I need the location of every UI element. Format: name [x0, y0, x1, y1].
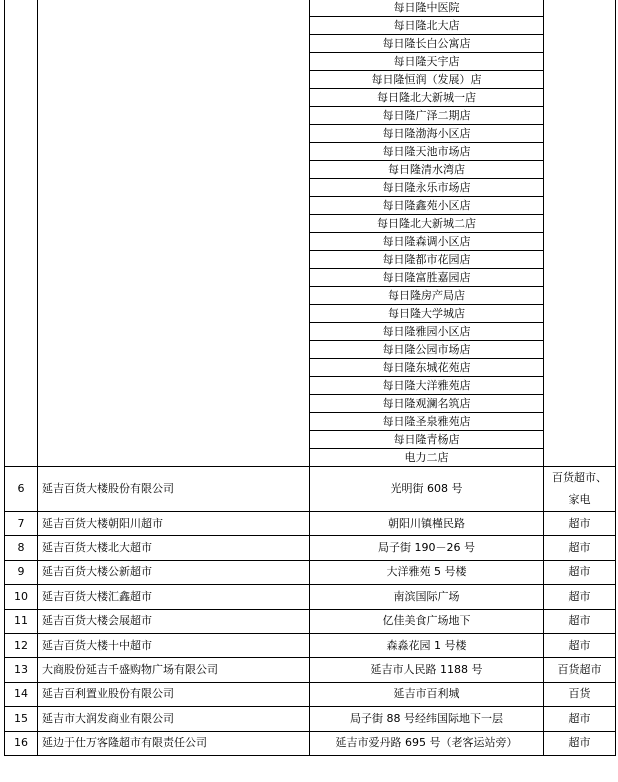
table-row [5, 658, 616, 682]
store-name: 每日隆长白公寓店 [310, 35, 544, 53]
store-name: 每日隆雅园小区店 [310, 323, 544, 341]
store-name: 电力二店 [310, 449, 544, 467]
store-name: 每日隆渤海小区店 [310, 125, 544, 143]
store-name: 每日隆东城花苑店 [310, 359, 544, 377]
table-row [5, 707, 616, 731]
table-row [5, 731, 616, 755]
business-type: 超市 [544, 633, 616, 657]
store-name: 每日隆圣泉雅苑店 [310, 413, 544, 431]
row-number: 6 [5, 467, 38, 512]
table-row [5, 633, 616, 657]
store-name: 每日隆天池市场店 [310, 143, 544, 161]
store-name: 每日隆大学城店 [310, 305, 544, 323]
company-name: 延吉百货大楼公新超市 [38, 560, 310, 584]
store-row [5, 0, 616, 17]
business-type: 百货 [544, 682, 616, 706]
address: 光明街 608 号 [310, 467, 544, 512]
address: 森淼花园 1 号楼 [310, 633, 544, 657]
business-type: 百货超市 [544, 658, 616, 682]
address: 朝阳川镇槿民路 [310, 512, 544, 536]
table-row [5, 536, 616, 560]
business-type: 超市 [544, 585, 616, 609]
address: 大洋雅苑 5 号楼 [310, 560, 544, 584]
business-type: 超市 [544, 731, 616, 755]
business-type: 超市 [544, 536, 616, 560]
store-name: 每日隆都市花园店 [310, 251, 544, 269]
row-number: 7 [5, 512, 38, 536]
business-type: 超市 [544, 512, 616, 536]
row-number: 13 [5, 658, 38, 682]
row-number: 9 [5, 560, 38, 584]
store-name: 每日隆永乐市场店 [310, 179, 544, 197]
row-number: 11 [5, 609, 38, 633]
address: 延吉市爱丹路 695 号（老客运站旁） [310, 731, 544, 755]
table-row [5, 512, 616, 536]
merchant-table-body [5, 0, 616, 755]
address: 局子街 88 号经纬国际地下一层 [310, 707, 544, 731]
table-row [5, 467, 616, 512]
table-row [5, 682, 616, 706]
company-name-cell [38, 0, 310, 467]
business-type: 超市 [544, 560, 616, 584]
address: 局子街 190－26 号 [310, 536, 544, 560]
company-name: 延吉百货大楼朝阳川超市 [38, 512, 310, 536]
store-name: 每日隆房产局店 [310, 287, 544, 305]
store-name: 每日隆北大新城二店 [310, 215, 544, 233]
company-name: 延吉百货大楼会展超市 [38, 609, 310, 633]
address: 延吉市人民路 1188 号 [310, 658, 544, 682]
row-number: 8 [5, 536, 38, 560]
store-name: 每日隆大洋雅苑店 [310, 377, 544, 395]
store-name: 每日隆天宇店 [310, 53, 544, 71]
store-name: 每日隆森调小区店 [310, 233, 544, 251]
store-name: 每日隆北大店 [310, 17, 544, 35]
row-number: 16 [5, 731, 38, 755]
row-number: 12 [5, 633, 38, 657]
merchant-table [4, 0, 616, 756]
store-name: 每日隆恒润（发展）店 [310, 71, 544, 89]
row-number-cell [5, 0, 38, 467]
company-name: 延吉百利置业股份有限公司 [38, 682, 310, 706]
business-type: 超市 [544, 609, 616, 633]
row-number: 10 [5, 585, 38, 609]
business-type-cell [544, 0, 616, 467]
store-name: 每日隆中医院 [310, 0, 544, 17]
store-name: 每日隆富胜嘉园店 [310, 269, 544, 287]
address: 南滨国际广场 [310, 585, 544, 609]
address: 亿佳美食广场地下 [310, 609, 544, 633]
table-row [5, 585, 616, 609]
business-type: 百货超市、家电 [544, 467, 616, 512]
store-name: 每日隆北大新城一店 [310, 89, 544, 107]
company-name: 延吉百货大楼北大超市 [38, 536, 310, 560]
store-name: 每日隆青杨店 [310, 431, 544, 449]
company-name: 延边于仕万客隆超市有限责任公司 [38, 731, 310, 755]
store-name: 每日隆广泽二期店 [310, 107, 544, 125]
company-name: 延吉百货大楼汇鑫超市 [38, 585, 310, 609]
address: 延吉市百利城 [310, 682, 544, 706]
table-row [5, 609, 616, 633]
company-name: 延吉百货大楼十中超市 [38, 633, 310, 657]
company-name: 延吉百货大楼股份有限公司 [38, 467, 310, 512]
store-name: 每日隆公园市场店 [310, 341, 544, 359]
table-row [5, 560, 616, 584]
row-number: 15 [5, 707, 38, 731]
store-name: 每日隆观澜名筑店 [310, 395, 544, 413]
business-type: 超市 [544, 707, 616, 731]
store-name: 每日隆鑫苑小区店 [310, 197, 544, 215]
company-name: 延吉市大润发商业有限公司 [38, 707, 310, 731]
row-number: 14 [5, 682, 38, 706]
company-name: 大商股份延吉千盛购物广场有限公司 [38, 658, 310, 682]
store-name: 每日隆清水湾店 [310, 161, 544, 179]
